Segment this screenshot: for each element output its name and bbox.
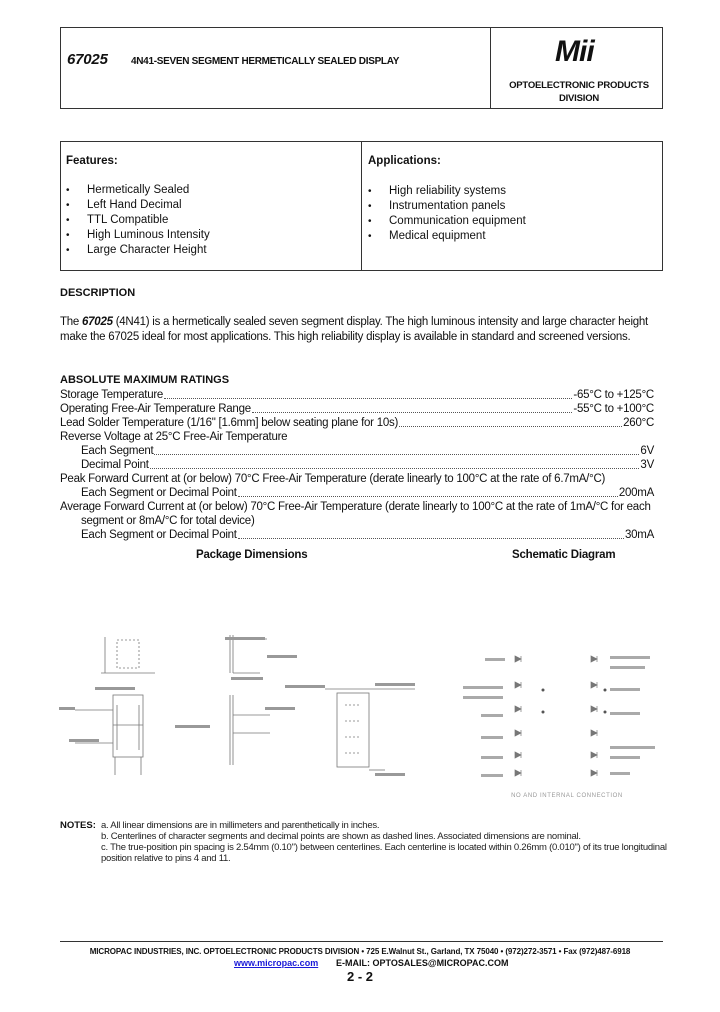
description-pre: The xyxy=(60,316,83,328)
rating-peak-each xyxy=(60,486,654,500)
description-part: 67025 xyxy=(82,316,113,328)
rating-average-cont: segment or 8mA/°C for total device) xyxy=(81,515,255,527)
schematic-diagram-title: Schematic Diagram xyxy=(512,549,616,561)
rating-solder xyxy=(60,416,654,430)
description-text xyxy=(60,315,667,345)
division-line-1: OPTOELECTRONIC PRODUCTS xyxy=(509,80,649,91)
rating-label: Lead Solder Temperature (1/16" [1.6mm] below seating plane for 10s) xyxy=(60,417,399,429)
feature-item: • Left Hand Decimal xyxy=(66,198,210,213)
mii-logo: Mii xyxy=(555,35,594,68)
rating-value: -55°C to +100°C xyxy=(573,403,654,415)
rating-average-each xyxy=(60,528,654,542)
rating-value: 6V xyxy=(640,445,654,457)
footer-rule xyxy=(60,941,663,942)
rating-label: Each Segment or Decimal Point xyxy=(81,529,237,541)
rating-reverse-decimal xyxy=(60,458,654,472)
rating-label: Storage Temperature xyxy=(60,389,164,401)
rating-operating xyxy=(60,402,654,416)
feature-item: • TTL Compatible xyxy=(66,213,210,228)
feature-item: • Hermetically Sealed xyxy=(66,183,210,198)
package-dimensions-title: Package Dimensions xyxy=(196,549,308,561)
feature-item: • Large Character Height xyxy=(66,243,210,258)
description-heading: DESCRIPTION xyxy=(60,287,136,299)
rating-value: 260°C xyxy=(623,417,654,429)
application-item: • Medical equipment xyxy=(368,229,526,244)
notes-label: NOTES: xyxy=(60,820,96,831)
features-list xyxy=(66,183,210,258)
rating-label: Decimal Point xyxy=(81,459,149,471)
application-item: • High reliability systems xyxy=(368,184,526,199)
rating-value: 30mA xyxy=(624,529,654,541)
rating-value: 200mA xyxy=(618,487,654,499)
rating-average: Average Forward Current at (or below) 70°C Free-Air Temperature (derate linearly to 100°C at the rate of 1mA/°C for each xyxy=(60,501,651,513)
note-a: a. All linear dimensions are in millimeters and parenthetically in inches. xyxy=(101,820,380,831)
rating-reverse-segment xyxy=(60,444,654,458)
rating-value: -65°C to +125°C xyxy=(573,389,654,401)
rating-storage xyxy=(60,388,654,402)
description-body: (4N41) is a hermetically sealed seven segment display. The high luminous intensity and large character height make the 67025 ideal for most applications. This high reliability display is available in standard and screened versions. xyxy=(60,316,648,343)
package-dimensions-drawing xyxy=(55,625,435,785)
document-title: 4N41-SEVEN SEGMENT HERMETICALLY SEALED DISPLAY xyxy=(131,56,400,67)
feature-item: • High Luminous Intensity xyxy=(66,228,210,243)
footer-email: E-MAIL: OPTOSALES@MICROPAC.COM xyxy=(336,958,509,968)
features-heading: Features: xyxy=(66,155,118,167)
rating-label: Operating Free-Air Temperature Range xyxy=(60,403,251,415)
application-item: • Instrumentation panels xyxy=(368,199,526,214)
rating-value: 3V xyxy=(640,459,654,471)
note-c-cont: position relative to pins 4 and 11. xyxy=(101,853,231,864)
rating-peak: Peak Forward Current at (or below) 70°C Free-Air Temperature (derate linearly to 100°C at the rate of 6.7mA/°C) xyxy=(60,473,606,485)
application-item: • Communication equipment xyxy=(368,214,526,229)
rating-label: Each Segment or Decimal Point xyxy=(81,487,237,499)
header-divider xyxy=(490,27,491,109)
footer-address: MICROPAC INDUSTRIES, INC. OPTOELECTRONIC PRODUCTS DIVISION • 725 E.Walnut St., Garland, TX 75040 • (972)272-3571 • Fax (972)487-6918 xyxy=(89,947,631,956)
ratings-heading: ABSOLUTE MAXIMUM RATINGS xyxy=(60,374,230,386)
rating-reverse: Reverse Voltage at 25°C Free-Air Temperature xyxy=(60,431,288,443)
note-b: b. Centerlines of character segments and decimal points are shown as dashed lines. Associated dimensions are nominal. xyxy=(101,831,581,842)
rating-label: Each Segment xyxy=(81,445,154,457)
note-c: c. The true-position pin spacing is 2.54mm (0.10") between centerlines. Each centerline is located within 0.26mm (0.010") of its true longitudinal xyxy=(101,842,667,853)
features-divider xyxy=(361,141,362,271)
schematic-drawing xyxy=(455,640,665,805)
division-line-2: DIVISION xyxy=(558,93,600,104)
applications-list xyxy=(368,184,526,244)
schematic-caption: NO AND INTERNAL CONNECTION xyxy=(511,793,623,799)
part-number: 67025 xyxy=(67,51,108,68)
page-number: 2 - 2 xyxy=(346,969,373,984)
applications-heading: Applications: xyxy=(368,155,441,167)
division-label xyxy=(494,79,664,105)
website-link[interactable]: www.micropac.com xyxy=(234,958,319,968)
